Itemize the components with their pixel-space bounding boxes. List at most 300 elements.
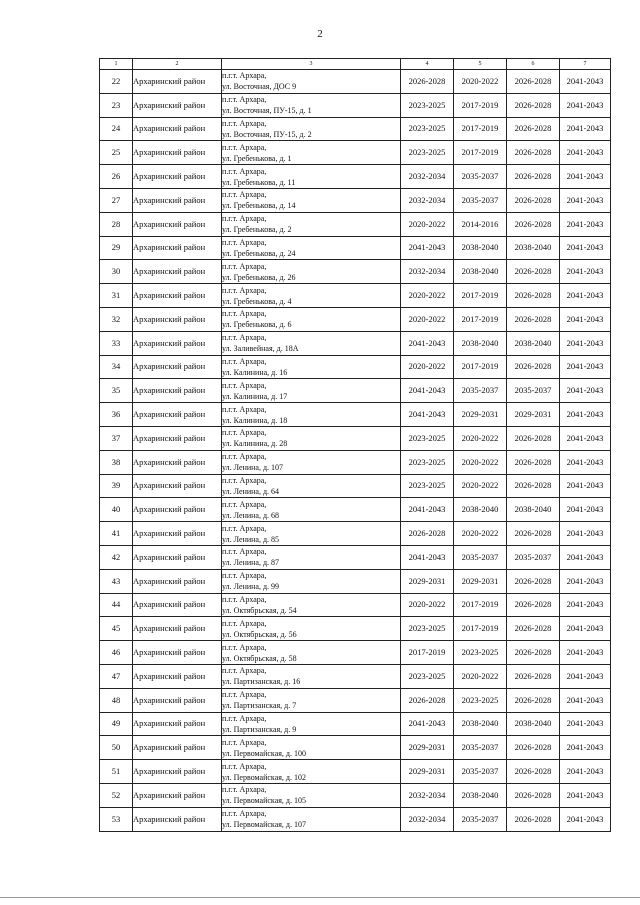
address-locality: п.г.т. Архара, xyxy=(222,95,267,105)
table-row xyxy=(100,236,611,260)
period-col-7: 2041-2043 xyxy=(560,736,611,760)
period-col-6: 2026-2028 xyxy=(507,93,560,117)
period-col-7: 2041-2043 xyxy=(560,760,611,784)
table-row xyxy=(100,498,611,522)
period-col-5: 2038-2040 xyxy=(454,236,507,260)
period-col-5: 2035-2037 xyxy=(454,760,507,784)
period-col-5: 2038-2040 xyxy=(454,331,507,355)
address-street: ул. Заливейная, д. 18А xyxy=(222,344,299,354)
address-cell xyxy=(222,807,401,831)
row-number: 40 xyxy=(100,498,133,522)
period-col-6: 2026-2028 xyxy=(507,664,560,688)
address-cell xyxy=(222,760,401,784)
period-col-7: 2041-2043 xyxy=(560,569,611,593)
period-col-4: 2023-2025 xyxy=(401,617,454,641)
period-col-4: 2041-2043 xyxy=(401,379,454,403)
period-col-6: 2038-2040 xyxy=(507,712,560,736)
table-row xyxy=(100,712,611,736)
address-cell xyxy=(222,70,401,94)
address-street: ул. Первомайская, д. 100 xyxy=(222,748,306,758)
period-col-7: 2041-2043 xyxy=(560,474,611,498)
row-number: 42 xyxy=(100,545,133,569)
period-col-6: 2026-2028 xyxy=(507,474,560,498)
address-cell xyxy=(222,688,401,712)
address-cell xyxy=(222,783,401,807)
period-col-7: 2041-2043 xyxy=(560,93,611,117)
district-cell: Архаринский район xyxy=(133,188,222,212)
address-locality: п.г.т. Архара, xyxy=(222,737,267,747)
district-cell: Архаринский район xyxy=(133,736,222,760)
period-col-7: 2041-2043 xyxy=(560,236,611,260)
header-col-4: 4 xyxy=(401,59,454,70)
period-col-6: 2026-2028 xyxy=(507,783,560,807)
address-street: ул. Октябрьская, д. 58 xyxy=(222,653,297,663)
address-cell xyxy=(222,403,401,427)
table-row xyxy=(100,545,611,569)
address-locality: п.г.т. Архара, xyxy=(222,475,267,485)
address-cell xyxy=(222,736,401,760)
period-col-7: 2041-2043 xyxy=(560,165,611,189)
period-col-6: 2026-2028 xyxy=(507,141,560,165)
row-number: 41 xyxy=(100,522,133,546)
address-cell xyxy=(222,284,401,308)
row-number: 45 xyxy=(100,617,133,641)
address-street: ул. Гребенькова, д. 11 xyxy=(222,177,296,187)
period-col-7: 2041-2043 xyxy=(560,522,611,546)
period-col-7: 2041-2043 xyxy=(560,450,611,474)
address-locality: п.г.т. Архара, xyxy=(222,785,267,795)
table-row xyxy=(100,474,611,498)
row-number: 46 xyxy=(100,641,133,665)
address-locality: п.г.т. Архара, xyxy=(222,166,267,176)
table-row xyxy=(100,522,611,546)
address-locality: п.г.т. Архара, xyxy=(222,690,267,700)
address-locality: п.г.т. Архара, xyxy=(222,71,267,81)
district-cell: Архаринский район xyxy=(133,641,222,665)
table-row xyxy=(100,593,611,617)
period-col-5: 2020-2022 xyxy=(454,426,507,450)
row-number: 22 xyxy=(100,70,133,94)
period-col-6: 2038-2040 xyxy=(507,236,560,260)
header-col-1: 1 xyxy=(100,59,133,70)
district-cell: Архаринский район xyxy=(133,617,222,641)
row-number: 36 xyxy=(100,403,133,427)
period-col-5: 2035-2037 xyxy=(454,379,507,403)
table-row xyxy=(100,284,611,308)
address-locality: п.г.т. Архара, xyxy=(222,404,267,414)
row-number: 38 xyxy=(100,450,133,474)
district-cell: Архаринский район xyxy=(133,93,222,117)
period-col-4: 2017-2019 xyxy=(401,641,454,665)
table-row xyxy=(100,688,611,712)
district-cell: Архаринский район xyxy=(133,569,222,593)
period-col-6: 2026-2028 xyxy=(507,760,560,784)
address-street: ул. Гребенькова, д. 14 xyxy=(222,201,296,211)
period-col-6: 2026-2028 xyxy=(507,212,560,236)
period-col-6: 2038-2040 xyxy=(507,331,560,355)
table-row xyxy=(100,188,611,212)
row-number: 26 xyxy=(100,165,133,189)
period-col-5: 2014-2016 xyxy=(454,212,507,236)
period-col-7: 2041-2043 xyxy=(560,70,611,94)
period-col-4: 2032-2034 xyxy=(401,260,454,284)
address-locality: п.г.т. Архара, xyxy=(222,618,267,628)
address-cell xyxy=(222,165,401,189)
period-col-4: 2029-2031 xyxy=(401,569,454,593)
district-cell: Архаринский район xyxy=(133,450,222,474)
table-row xyxy=(100,641,611,665)
period-col-7: 2041-2043 xyxy=(560,284,611,308)
period-col-7: 2041-2043 xyxy=(560,355,611,379)
address-cell xyxy=(222,331,401,355)
table-row xyxy=(100,403,611,427)
address-locality: п.г.т. Архара, xyxy=(222,118,267,128)
period-col-7: 2041-2043 xyxy=(560,498,611,522)
address-locality: п.г.т. Архара, xyxy=(222,809,267,819)
row-number: 44 xyxy=(100,593,133,617)
district-cell: Архаринский район xyxy=(133,307,222,331)
row-number: 34 xyxy=(100,355,133,379)
district-cell: Архаринский район xyxy=(133,522,222,546)
address-cell xyxy=(222,569,401,593)
period-col-5: 2035-2037 xyxy=(454,188,507,212)
address-street: ул. Ленина, д. 87 xyxy=(222,558,280,568)
address-street: ул. Восточная, ПУ-15, д. 2 xyxy=(222,129,312,139)
period-col-5: 2017-2019 xyxy=(454,355,507,379)
table-row xyxy=(100,70,611,94)
period-col-7: 2041-2043 xyxy=(560,783,611,807)
period-col-7: 2041-2043 xyxy=(560,712,611,736)
row-number: 25 xyxy=(100,141,133,165)
address-locality: п.г.т. Архара, xyxy=(222,285,267,295)
table-row xyxy=(100,664,611,688)
address-locality: п.г.т. Архара, xyxy=(222,333,267,343)
period-col-5: 2029-2031 xyxy=(454,569,507,593)
row-number: 33 xyxy=(100,331,133,355)
address-cell xyxy=(222,260,401,284)
period-col-5: 2023-2025 xyxy=(454,641,507,665)
header-col-6: 6 xyxy=(507,59,560,70)
address-street: ул. Ленина, д. 99 xyxy=(222,582,280,592)
housing-schedule-table xyxy=(99,58,611,832)
address-locality: п.г.т. Архара, xyxy=(222,499,267,509)
period-col-7: 2041-2043 xyxy=(560,141,611,165)
district-cell: Архаринский район xyxy=(133,498,222,522)
table-row xyxy=(100,165,611,189)
period-col-6: 2026-2028 xyxy=(507,641,560,665)
period-col-6: 2026-2028 xyxy=(507,284,560,308)
row-number: 32 xyxy=(100,307,133,331)
table-row xyxy=(100,355,611,379)
period-col-4: 2026-2028 xyxy=(401,70,454,94)
address-locality: п.г.т. Архара, xyxy=(222,142,267,152)
period-col-5: 2017-2019 xyxy=(454,93,507,117)
address-cell xyxy=(222,522,401,546)
table-header-row xyxy=(100,59,611,70)
period-col-5: 2035-2037 xyxy=(454,165,507,189)
period-col-4: 2041-2043 xyxy=(401,498,454,522)
period-col-5: 2020-2022 xyxy=(454,474,507,498)
period-col-5: 2035-2037 xyxy=(454,736,507,760)
address-locality: п.г.т. Архара, xyxy=(222,380,267,390)
address-locality: п.г.т. Архара, xyxy=(222,261,267,271)
district-cell: Архаринский район xyxy=(133,331,222,355)
period-col-5: 2020-2022 xyxy=(454,664,507,688)
district-cell: Архаринский район xyxy=(133,664,222,688)
address-street: ул. Калинина, д. 28 xyxy=(222,439,288,449)
address-street: ул. Октябрьская, д. 54 xyxy=(222,605,297,615)
period-col-7: 2041-2043 xyxy=(560,688,611,712)
row-number: 48 xyxy=(100,688,133,712)
address-street: ул. Гребенькова, д. 6 xyxy=(222,320,292,330)
address-street: ул. Партизанская, д. 16 xyxy=(222,677,301,687)
address-cell xyxy=(222,664,401,688)
period-col-6: 2026-2028 xyxy=(507,188,560,212)
period-col-7: 2041-2043 xyxy=(560,260,611,284)
address-locality: п.г.т. Архара, xyxy=(222,571,267,581)
period-col-4: 2023-2025 xyxy=(401,141,454,165)
period-col-4: 2041-2043 xyxy=(401,236,454,260)
district-cell: Архаринский район xyxy=(133,593,222,617)
period-col-4: 2026-2028 xyxy=(401,522,454,546)
district-cell: Архаринский район xyxy=(133,545,222,569)
district-cell: Архаринский район xyxy=(133,760,222,784)
row-number: 51 xyxy=(100,760,133,784)
address-locality: п.г.т. Архара, xyxy=(222,452,267,462)
period-col-4: 2023-2025 xyxy=(401,117,454,141)
table-row xyxy=(100,379,611,403)
period-col-6: 2035-2037 xyxy=(507,545,560,569)
period-col-5: 2017-2019 xyxy=(454,141,507,165)
table-row xyxy=(100,736,611,760)
address-cell xyxy=(222,712,401,736)
table-row xyxy=(100,117,611,141)
period-col-7: 2041-2043 xyxy=(560,807,611,831)
period-col-4: 2032-2034 xyxy=(401,783,454,807)
period-col-7: 2041-2043 xyxy=(560,188,611,212)
address-locality: п.г.т. Архара, xyxy=(222,666,267,676)
address-cell xyxy=(222,141,401,165)
address-cell xyxy=(222,212,401,236)
address-street: ул. Первомайская, д. 105 xyxy=(222,796,306,806)
table-row xyxy=(100,93,611,117)
period-col-4: 2023-2025 xyxy=(401,93,454,117)
row-number: 24 xyxy=(100,117,133,141)
address-cell xyxy=(222,117,401,141)
period-col-5: 2035-2037 xyxy=(454,545,507,569)
table-row xyxy=(100,617,611,641)
district-cell: Архаринский район xyxy=(133,426,222,450)
table-body xyxy=(100,70,611,832)
table-row xyxy=(100,569,611,593)
district-cell: Архаринский район xyxy=(133,379,222,403)
period-col-7: 2041-2043 xyxy=(560,331,611,355)
address-locality: п.г.т. Архара, xyxy=(222,547,267,557)
period-col-5: 2017-2019 xyxy=(454,593,507,617)
address-cell xyxy=(222,379,401,403)
period-col-5: 2020-2022 xyxy=(454,522,507,546)
row-number: 28 xyxy=(100,212,133,236)
address-locality: п.г.т. Архара, xyxy=(222,642,267,652)
period-col-4: 2023-2025 xyxy=(401,426,454,450)
address-locality: п.г.т. Архара, xyxy=(222,713,267,723)
table-row xyxy=(100,426,611,450)
period-col-6: 2026-2028 xyxy=(507,355,560,379)
period-col-6: 2026-2028 xyxy=(507,688,560,712)
period-col-5: 2029-2031 xyxy=(454,403,507,427)
table-row xyxy=(100,307,611,331)
address-street: ул. Октябрьская, д. 56 xyxy=(222,629,297,639)
period-col-5: 2038-2040 xyxy=(454,712,507,736)
address-street: ул. Ленина, д. 64 xyxy=(222,486,280,496)
period-col-4: 2020-2022 xyxy=(401,212,454,236)
address-street: ул. Ленина, д. 107 xyxy=(222,463,284,473)
row-number: 50 xyxy=(100,736,133,760)
address-locality: п.г.т. Архара, xyxy=(222,214,267,224)
address-cell xyxy=(222,498,401,522)
row-number: 35 xyxy=(100,379,133,403)
address-street: ул. Ленина, д. 85 xyxy=(222,534,280,544)
period-col-6: 2029-2031 xyxy=(507,403,560,427)
district-cell: Архаринский район xyxy=(133,236,222,260)
row-number: 29 xyxy=(100,236,133,260)
period-col-4: 2029-2031 xyxy=(401,736,454,760)
period-col-4: 2032-2034 xyxy=(401,807,454,831)
period-col-5: 2017-2019 xyxy=(454,117,507,141)
header-col-5: 5 xyxy=(454,59,507,70)
address-cell xyxy=(222,474,401,498)
address-cell xyxy=(222,307,401,331)
period-col-4: 2032-2034 xyxy=(401,165,454,189)
header-col-2: 2 xyxy=(133,59,222,70)
period-col-6: 2026-2028 xyxy=(507,165,560,189)
table-row xyxy=(100,783,611,807)
address-cell xyxy=(222,641,401,665)
row-number: 30 xyxy=(100,260,133,284)
district-cell: Архаринский район xyxy=(133,212,222,236)
address-cell xyxy=(222,593,401,617)
period-col-7: 2041-2043 xyxy=(560,307,611,331)
period-col-5: 2017-2019 xyxy=(454,284,507,308)
address-locality: п.г.т. Архара, xyxy=(222,523,267,533)
table-row xyxy=(100,141,611,165)
row-number: 31 xyxy=(100,284,133,308)
period-col-7: 2041-2043 xyxy=(560,117,611,141)
row-number: 27 xyxy=(100,188,133,212)
address-locality: п.г.т. Архара, xyxy=(222,190,267,200)
address-street: ул. Гребенькова, д. 4 xyxy=(222,296,292,306)
period-col-4: 2023-2025 xyxy=(401,474,454,498)
period-col-7: 2041-2043 xyxy=(560,426,611,450)
row-number: 39 xyxy=(100,474,133,498)
header-col-7: 7 xyxy=(560,59,611,70)
address-cell xyxy=(222,545,401,569)
address-locality: п.г.т. Архара, xyxy=(222,237,267,247)
period-col-6: 2026-2028 xyxy=(507,569,560,593)
period-col-4: 2020-2022 xyxy=(401,593,454,617)
period-col-4: 2041-2043 xyxy=(401,331,454,355)
address-cell xyxy=(222,93,401,117)
district-cell: Архаринский район xyxy=(133,712,222,736)
period-col-5: 2017-2019 xyxy=(454,617,507,641)
period-col-4: 2029-2031 xyxy=(401,760,454,784)
period-col-5: 2038-2040 xyxy=(454,498,507,522)
period-col-7: 2041-2043 xyxy=(560,545,611,569)
address-street: ул. Первомайская, д. 107 xyxy=(222,820,306,830)
header-col-3: 3 xyxy=(222,59,401,70)
period-col-4: 2041-2043 xyxy=(401,403,454,427)
address-cell xyxy=(222,355,401,379)
period-col-4: 2023-2025 xyxy=(401,664,454,688)
address-street: ул. Калинина, д. 17 xyxy=(222,391,288,401)
period-col-7: 2041-2043 xyxy=(560,641,611,665)
table-row xyxy=(100,260,611,284)
period-col-7: 2041-2043 xyxy=(560,403,611,427)
period-col-4: 2020-2022 xyxy=(401,284,454,308)
row-number: 47 xyxy=(100,664,133,688)
period-col-5: 2038-2040 xyxy=(454,783,507,807)
period-col-7: 2041-2043 xyxy=(560,212,611,236)
period-col-6: 2026-2028 xyxy=(507,736,560,760)
district-cell: Архаринский район xyxy=(133,165,222,189)
district-cell: Архаринский район xyxy=(133,117,222,141)
row-number: 43 xyxy=(100,569,133,593)
district-cell: Архаринский район xyxy=(133,688,222,712)
period-col-5: 2038-2040 xyxy=(454,260,507,284)
period-col-6: 2026-2028 xyxy=(507,117,560,141)
period-col-4: 2020-2022 xyxy=(401,355,454,379)
address-cell xyxy=(222,426,401,450)
address-street: ул. Калинина, д. 18 xyxy=(222,415,288,425)
address-locality: п.г.т. Архара, xyxy=(222,356,267,366)
period-col-6: 2035-2037 xyxy=(507,379,560,403)
row-number: 49 xyxy=(100,712,133,736)
row-number: 52 xyxy=(100,783,133,807)
district-cell: Архаринский район xyxy=(133,783,222,807)
row-number: 37 xyxy=(100,426,133,450)
period-col-6: 2026-2028 xyxy=(507,450,560,474)
district-cell: Архаринский район xyxy=(133,141,222,165)
period-col-6: 2026-2028 xyxy=(507,593,560,617)
period-col-4: 2023-2025 xyxy=(401,450,454,474)
table-row xyxy=(100,760,611,784)
period-col-5: 2017-2019 xyxy=(454,307,507,331)
period-col-4: 2041-2043 xyxy=(401,712,454,736)
address-locality: п.г.т. Архара, xyxy=(222,761,267,771)
period-col-6: 2038-2040 xyxy=(507,498,560,522)
row-number: 23 xyxy=(100,93,133,117)
table-row xyxy=(100,450,611,474)
address-street: ул. Восточная, ДОС 9 xyxy=(222,82,297,92)
district-cell: Архаринский район xyxy=(133,807,222,831)
address-street: ул. Первомайская, д. 102 xyxy=(222,772,306,782)
district-cell: Архаринский район xyxy=(133,284,222,308)
address-locality: п.г.т. Архара, xyxy=(222,428,267,438)
district-cell: Архаринский район xyxy=(133,355,222,379)
table-row xyxy=(100,212,611,236)
district-cell: Архаринский район xyxy=(133,260,222,284)
period-col-6: 2026-2028 xyxy=(507,426,560,450)
address-locality: п.г.т. Архара, xyxy=(222,309,267,319)
page-bottom-edge xyxy=(0,897,640,898)
period-col-4: 2026-2028 xyxy=(401,688,454,712)
period-col-4: 2032-2034 xyxy=(401,188,454,212)
period-col-6: 2026-2028 xyxy=(507,617,560,641)
address-cell xyxy=(222,450,401,474)
period-col-7: 2041-2043 xyxy=(560,664,611,688)
address-street: ул. Гребенькова, д. 2 xyxy=(222,225,292,235)
address-street: ул. Партизанская, д. 7 xyxy=(222,701,297,711)
